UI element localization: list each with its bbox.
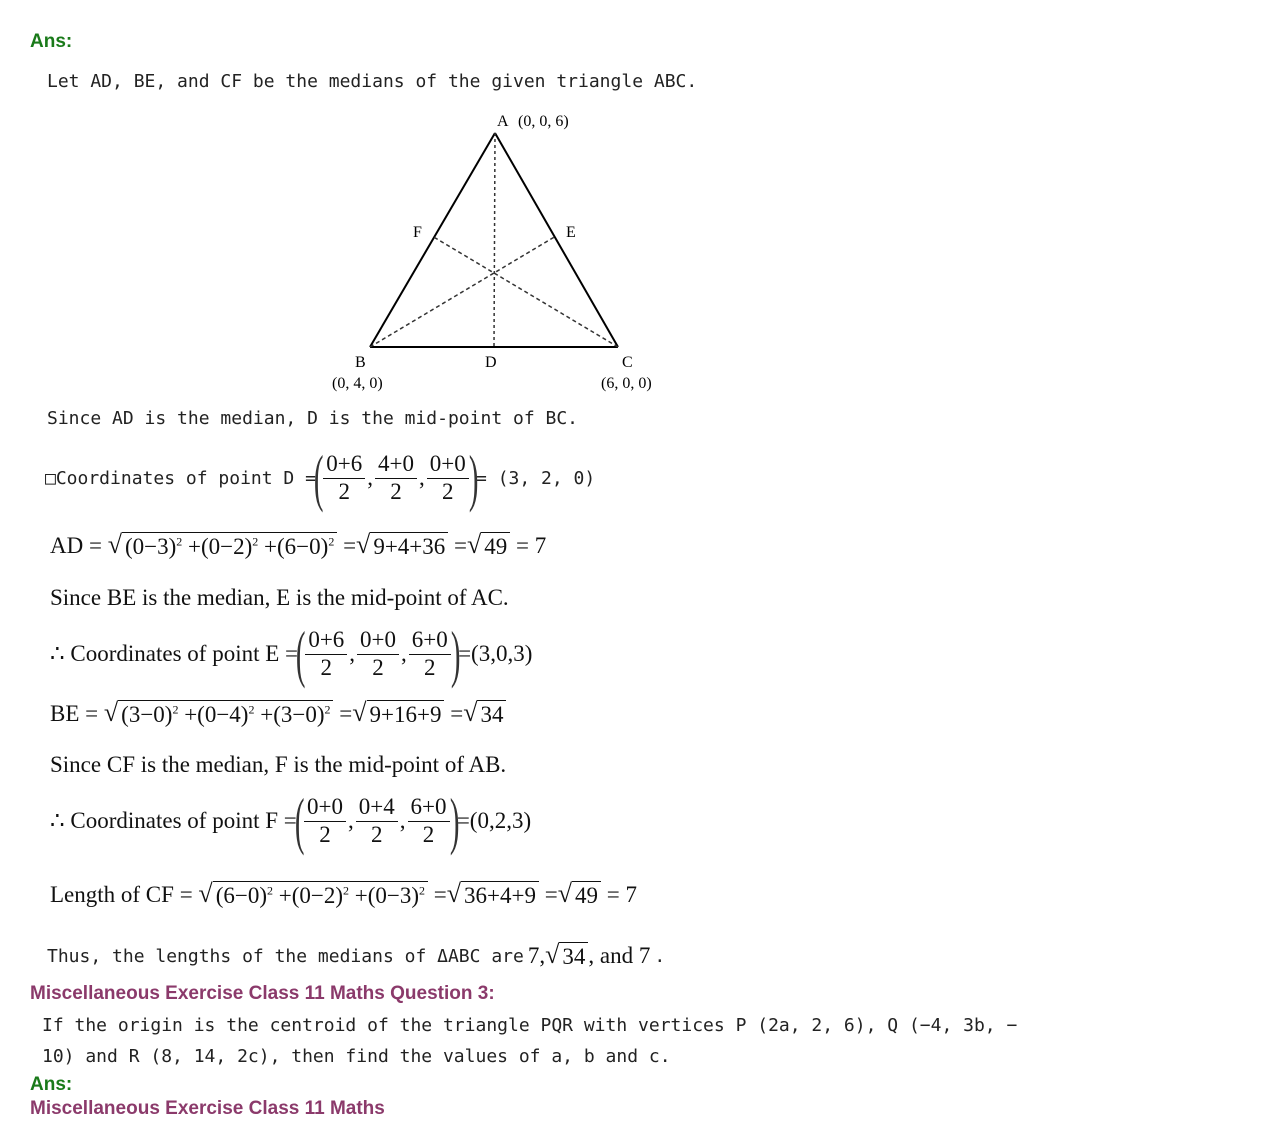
- f-coordinates-equation: ∴ Coordinates of point F = ( $\frac{0+0}{2}$ , $\frac{0+4}{2}$ , $\frac{6+0}{2}$ ) =(0,2,3): [50, 785, 532, 856]
- question-3-line-2: 10) and R (8, 14, 2c), then find the values of a, b and c.: [42, 1046, 671, 1067]
- sqrt-expression: √ $(6-0)^2 +(0-2)^2 +(0-3)^2$: [198, 881, 428, 910]
- term: +(6−0): [264, 534, 329, 559]
- left-paren: (: [295, 618, 306, 689]
- point-f-label: F: [413, 224, 422, 241]
- median-ad: [494, 133, 495, 347]
- be-length-equation: [50, 700, 506, 729]
- numerator: 0+6: [305, 627, 347, 654]
- fraction: [408, 794, 450, 848]
- ad-result: = 7: [516, 533, 547, 559]
- question-3-heading: Miscellaneous Exercise Class 11 Maths Question 3:: [30, 983, 495, 1004]
- cf-result: = 7: [606, 882, 637, 908]
- fraction: [357, 627, 399, 681]
- exponent: 2: [419, 883, 426, 898]
- denominator: 2: [424, 654, 436, 680]
- fraction: [304, 794, 346, 848]
- answer-heading: Ans:: [30, 31, 73, 52]
- sqrt-expression: √ 9+4+36: [356, 532, 448, 561]
- numerator: 0+6: [323, 451, 365, 478]
- numerator: 0+4: [356, 794, 398, 821]
- equals-sign: =: [454, 533, 468, 559]
- ad-length-equation: [50, 532, 546, 561]
- e-coordinates-equation: ∴ Coordinates of point E = ( $\frac{0+6}{2}$ , $\frac{0+0}{2}$ , $\frac{6+0}{2}$ ) =(3,0,3): [50, 618, 533, 689]
- sqrt-expression: √ 49: [558, 881, 601, 910]
- exponent: 2: [172, 702, 179, 717]
- radicand: 9+4+36: [370, 532, 448, 561]
- sqrt-expression: √ 36+4+9: [447, 881, 539, 910]
- exponent: 2: [248, 702, 255, 717]
- term: +(0−3): [354, 883, 420, 908]
- exponent: 2: [252, 534, 259, 549]
- equals-sign: =: [339, 701, 353, 727]
- left-paren: (: [313, 442, 324, 513]
- fraction: [427, 451, 469, 505]
- left-paren: (: [294, 785, 305, 856]
- side-ac: [495, 133, 618, 347]
- numerator: 6+0: [409, 627, 451, 654]
- numerator: 0+0: [427, 451, 469, 478]
- term: +(0−2): [278, 883, 344, 908]
- d-coord-prefix: □Coordinates of point D =: [45, 467, 316, 489]
- denominator: 2: [441, 478, 454, 504]
- value-and-7: , and 7: [588, 943, 651, 969]
- sqrt-expression: √ 34: [545, 942, 588, 971]
- conclusion-line: [47, 942, 665, 971]
- point-e-label: E: [566, 224, 576, 241]
- radicand: 9+16+9: [367, 700, 445, 729]
- d-fractions: $\frac{0+6}{2}$ , $\frac{4+0}{2}$ , $\frac{0+0}{2}$: [321, 451, 470, 505]
- radicand: 34: [477, 700, 506, 729]
- denominator: 2: [320, 654, 333, 680]
- sqrt-expression: √ 9+16+9: [352, 700, 444, 729]
- numerator: 6+0: [408, 794, 450, 821]
- median-be: [370, 236, 556, 347]
- median-values: [528, 942, 651, 971]
- fraction: [375, 451, 417, 505]
- be-prefix: BE =: [50, 701, 99, 727]
- fraction: [356, 794, 398, 848]
- equals-sign: =: [544, 882, 558, 908]
- denominator: 2: [390, 478, 402, 504]
- equals-sign: =: [343, 533, 357, 559]
- denominator: 2: [422, 821, 435, 847]
- denominator: 2: [371, 821, 383, 847]
- f-coord-prefix: ∴ Coordinates of point F =: [50, 808, 297, 833]
- term: +(3−0): [260, 702, 325, 727]
- sqrt-expression: √ 34: [463, 700, 506, 729]
- term: (6−0): [215, 883, 267, 908]
- exponent: 2: [328, 534, 335, 549]
- exponent: 2: [267, 883, 273, 898]
- sqrt-expression: √ $(0-3)^2 +(0-2)^2 +(6-0)^2$: [108, 532, 338, 561]
- vertex-a-coord: (0, 0, 6): [518, 113, 569, 130]
- radicand: 36+4+9: [461, 881, 539, 910]
- right-paren: ): [468, 442, 479, 513]
- e-coord-result: =(3,0,3): [458, 641, 533, 666]
- value-7: 7,: [527, 943, 546, 969]
- numerator: 4+0: [375, 451, 417, 478]
- exponent: 2: [343, 883, 350, 898]
- vertex-b-coord: (0, 4, 0): [332, 375, 383, 392]
- intro-text: Let AD, BE, and CF be the medians of the given triangle ABC.: [47, 71, 698, 92]
- vertex-c-coord: (6, 0, 0): [601, 375, 652, 392]
- f-statement: Since CF is the median, F is the mid-point of AB.: [50, 752, 507, 777]
- vertex-a-label: A: [497, 113, 509, 130]
- radicand: 49: [572, 881, 601, 910]
- exponent: 2: [324, 702, 331, 717]
- cf-length-equation: [50, 881, 637, 910]
- d-statement: Since AD is the median, D is the mid-point of BC.: [47, 408, 579, 429]
- median-cf: [432, 236, 618, 347]
- numerator: 0+0: [357, 627, 399, 654]
- footer-heading: Miscellaneous Exercise Class 11 Maths: [30, 1098, 385, 1119]
- sqrt-expression: √ $(3-0)^2 +(0-4)^2 +(3-0)^2$: [104, 700, 334, 729]
- e-coord-prefix: ∴ Coordinates of point E =: [50, 641, 298, 666]
- equals-sign: =: [433, 882, 447, 908]
- ad-prefix: AD =: [50, 533, 102, 559]
- answer-heading-2: Ans:: [30, 1074, 73, 1095]
- question-3-line-1: If the origin is the centroid of the triangle PQR with vertices P (2a, 2, 6), Q (−4, 3b, −: [42, 1015, 1018, 1036]
- term: +(0−2): [188, 534, 253, 559]
- radicand: 49: [481, 532, 510, 561]
- e-statement: Since BE is the median, E is the mid-point of AC.: [50, 585, 509, 610]
- point-d-label: D: [485, 354, 497, 371]
- d-coordinates-equation: [45, 442, 596, 513]
- triangle-diagram: [320, 105, 680, 400]
- d-coord-result: = (3, 2, 0): [476, 467, 596, 489]
- fraction: [409, 627, 451, 681]
- sqrt-expression: √ 49: [467, 532, 510, 561]
- equals-sign: =: [450, 701, 464, 727]
- numerator: 0+0: [304, 794, 346, 821]
- denominator: 2: [372, 654, 384, 680]
- exponent: 2: [176, 534, 183, 549]
- right-paren: ): [449, 785, 459, 856]
- right-paren: ): [450, 618, 461, 689]
- f-coord-result: =(0,2,3): [456, 808, 532, 833]
- fraction: [323, 451, 365, 505]
- side-ab: [370, 133, 495, 347]
- term: +(0−4): [184, 702, 249, 727]
- term: (3−0): [121, 702, 173, 727]
- period: .: [654, 945, 666, 967]
- denominator: 2: [338, 478, 350, 504]
- radicand: 34: [559, 942, 588, 971]
- vertex-c-label: C: [622, 354, 633, 371]
- conclusion-text: Thus, the lengths of the medians of ΔABC are: [47, 945, 524, 967]
- cf-prefix: Length of CF =: [50, 882, 193, 908]
- fraction: [305, 627, 347, 681]
- denominator: 2: [319, 821, 331, 847]
- vertex-b-label: B: [355, 354, 366, 371]
- term: (0−3): [124, 534, 177, 559]
